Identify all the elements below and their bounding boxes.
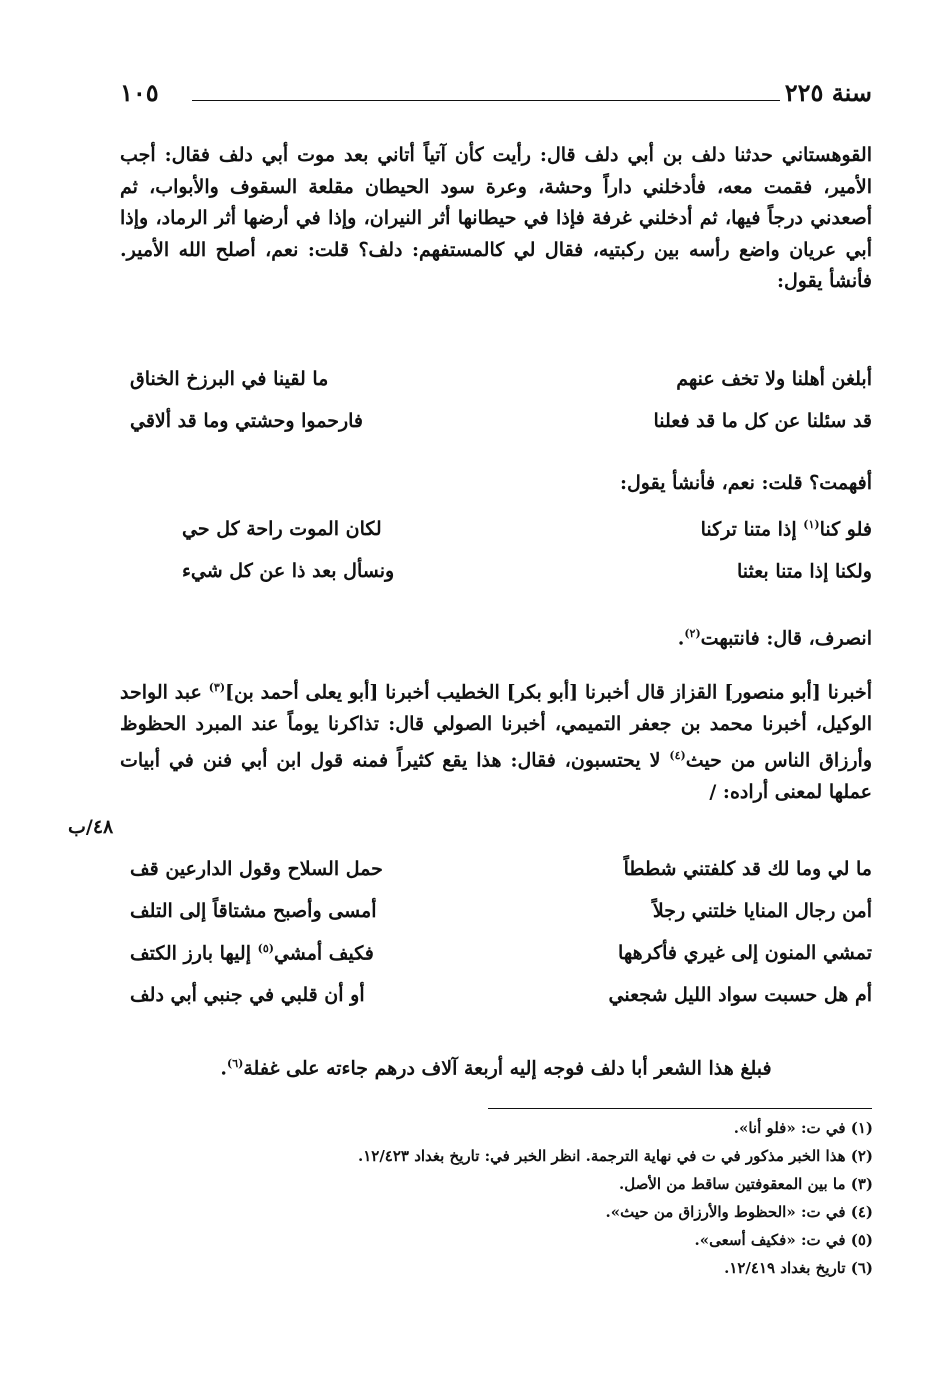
hemistich-right: ما لي وما لك قد كلفتني شططاً	[623, 858, 872, 880]
folio-margin-note: ٤٨/ب	[68, 816, 114, 838]
header-year: سنة ٢٢٥	[784, 78, 872, 107]
poem-first	[120, 368, 872, 452]
page-number: ١٠٥	[120, 78, 159, 107]
hemistich-right: تمشي المنون إلى غيري فأكرهها	[618, 942, 872, 964]
footnote: (١) في ت: «فلو أنا».	[733, 1119, 873, 1137]
paragraph-question: أفهمت؟ قلت: نعم، فأنشأ يقول:	[619, 472, 872, 494]
footnote: (٢) هذا الخبر مذكور في ت في نهاية الترجمة. انظر الخبر في: تاريخ بغداد ١٢/٤٢٣.	[357, 1147, 873, 1165]
verse-line	[120, 942, 872, 984]
verse-line	[120, 560, 872, 602]
paragraph-text: .	[677, 627, 685, 650]
footnote: (٣) ما بين المعقوفتين ساقط من الأصل.	[619, 1175, 873, 1193]
footnote-ref: (٥)	[257, 942, 274, 955]
hemistich-right: أم هل حسبت سواد الليل شجعني	[608, 984, 872, 1006]
paragraph-awakening	[120, 618, 872, 655]
poem-third	[120, 858, 872, 1026]
footnotes	[113, 1114, 873, 1282]
hemistich-left: أو أن قلبي في جنبي أبي دلف	[130, 984, 365, 1006]
hemistich-right: قد سئلنا عن كل ما قد فعلنا	[653, 410, 872, 432]
paragraph-text: انصرف، قال: فانتبهت	[700, 627, 872, 650]
footnote: (٤) في ت: «الحظوط والأرزاق من حيث».	[605, 1203, 873, 1221]
footnote-separator	[488, 1108, 872, 1109]
verse-line	[120, 858, 872, 900]
paragraph-isnad	[120, 672, 872, 809]
header-rule	[192, 100, 780, 101]
hemistich-right: أبلغن أهلنا ولا تخف عنهم	[676, 368, 872, 390]
footnote-ref: (٦)	[227, 1057, 244, 1070]
hemistich-right	[737, 560, 872, 582]
hemistich-left: ما لقينا في البرزخ الخناق	[130, 368, 329, 390]
hemistich-text: إذا متنا تركنا	[700, 518, 804, 541]
hemistich-text: فلو كنا	[819, 518, 872, 541]
verse-line	[120, 518, 872, 560]
poem-second	[120, 518, 872, 602]
paragraph-conclusion	[120, 1048, 872, 1085]
hemistich-text: إليها بارز الكتف	[130, 942, 258, 965]
footnote: (٥) في ت: «فكيف أسعى».	[694, 1231, 873, 1249]
hemistich-left: أمسى وأصبح مشتاقاً إلى التلف	[130, 900, 377, 922]
footnote-ref: (٢)	[684, 627, 701, 640]
footnote-ref: (٤)	[669, 749, 686, 763]
verse-line	[120, 900, 872, 942]
hemistich-text: فكيف أمشي	[273, 942, 374, 965]
hemistich-left	[130, 942, 374, 964]
footnote: (٦) تاريخ بغداد ١٢/٤١٩.	[724, 1259, 873, 1277]
paragraph-text: .	[220, 1057, 227, 1080]
verse-line	[120, 410, 872, 452]
hemistich-right	[701, 518, 872, 540]
paragraph-text: لا يحتسبون، فقال: هذا يقع كثيراً فمنه قول ابن أبي فنن في أبيات عملها لمعنى أراده: /	[120, 749, 872, 804]
hemistich-left: لكان الموت راحة كل حي	[182, 518, 382, 540]
hemistich-left: حمل السلاح وقول الدارعين قف	[130, 858, 383, 880]
footnote-ref: (٣)	[208, 681, 226, 694]
paragraph-text: أخبرنا [أبو منصور] القزاز قال أخبرنا [أبو بكر] الخطيب أخبرنا [أبو يعلى أحمد بن]	[225, 681, 873, 704]
hemistich-left: ونسأل بعد ذا عن كل شيء	[182, 560, 395, 582]
verse-line	[120, 984, 872, 1026]
hemistich-right: أمن رجال المنايا خلتني رجلاً	[652, 900, 872, 922]
hemistich-left: فارحموا وحشتي وما قد ألاقي	[130, 410, 364, 432]
paragraph-dream-narrative: القوهستاني حدثنا دلف بن أبي دلف قال: رأيت كأن آتياً أتاني بعد موت أبي دلف فقال: أجب الأمير، فقمت معه، فأدخلني داراً وحشة، وعرة سود الحيطان مقلعة السقوف والأبواب، ثم أصعدني درجاً فيها، ثم أدخلني غرفة فإذا في حيطانها أثر النيران، وإذا في أرضها أثر الرماد، وإذا أبي عريان واضع رأسه بين ركبتيه، فقال لي كالمستفهم: دلف؟ قلت: نعم، أصلح الله الأمير. فأنشأ يقول:	[120, 144, 872, 292]
paragraph-text: عبد الواحد الوكيل، أخبرنا محمد بن جعفر التميمي، أخبرنا الصولي قال: تذاكرنا يوماً عند المبرد الحظوظ وأرزاق الناس من حيث	[120, 681, 873, 772]
verse-line	[120, 368, 872, 410]
footnote-ref: (١)	[803, 518, 820, 531]
paragraph-text: فبلغ هذا الشعر أبا دلف فوجه إليه أربعة آلاف درهم جاءته على غفلة	[243, 1057, 772, 1080]
running-header	[120, 78, 872, 114]
hemistich-text: ولكنا إذا متنا بعثنا	[737, 560, 872, 583]
